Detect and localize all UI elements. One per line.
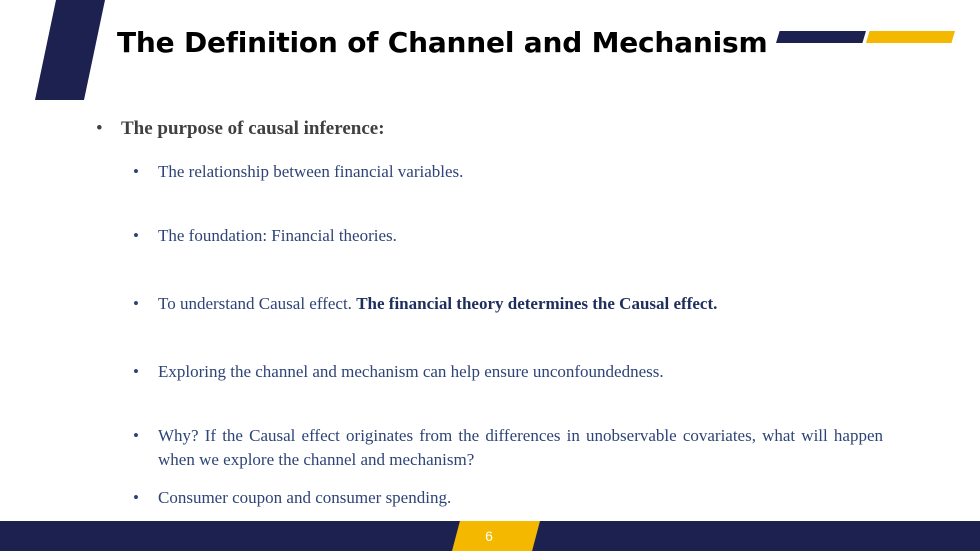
list-item bbox=[133, 160, 883, 184]
page-number: 6 bbox=[485, 528, 493, 544]
section-heading-text: The purpose of causal inference: bbox=[121, 118, 385, 139]
list-item-emphasis: The financial theory determines the Causal effect. bbox=[356, 294, 718, 313]
slide-title: The Definition of Channel and Mechanism bbox=[117, 26, 768, 59]
list-item-text: To understand Causal effect. bbox=[158, 294, 357, 313]
list-item bbox=[133, 292, 883, 316]
list-item-text: Why? If the Causal effect originates from the differences in unobservable covariates, what will happen when we explore the channel and mechanism? bbox=[158, 426, 883, 469]
list-item-text: The foundation: Financial theories. bbox=[158, 226, 397, 245]
list-item-text: The relationship between financial variables. bbox=[158, 162, 464, 181]
bullet-icon: • bbox=[133, 362, 139, 381]
list-item-text-wrapper bbox=[133, 292, 883, 316]
bullet-icon: • bbox=[133, 294, 139, 313]
header-stripe-yellow bbox=[866, 31, 955, 43]
list-item bbox=[133, 486, 883, 510]
bullet-icon: • bbox=[133, 226, 139, 245]
header-stripe-navy bbox=[776, 31, 866, 43]
bullet-icon: • bbox=[96, 118, 103, 139]
bullet-icon: • bbox=[133, 426, 139, 445]
bullet-icon: • bbox=[133, 488, 139, 507]
list-item bbox=[133, 424, 883, 472]
list-item-text: Exploring the channel and mechanism can help ensure unconfoundedness. bbox=[158, 362, 664, 381]
list-item bbox=[133, 360, 883, 384]
title-accent-bar bbox=[35, 0, 105, 100]
list-item bbox=[133, 224, 883, 248]
list-item-text: Consumer coupon and consumer spending. bbox=[158, 488, 452, 507]
bullet-icon: • bbox=[133, 162, 139, 181]
section-heading bbox=[96, 118, 385, 140]
